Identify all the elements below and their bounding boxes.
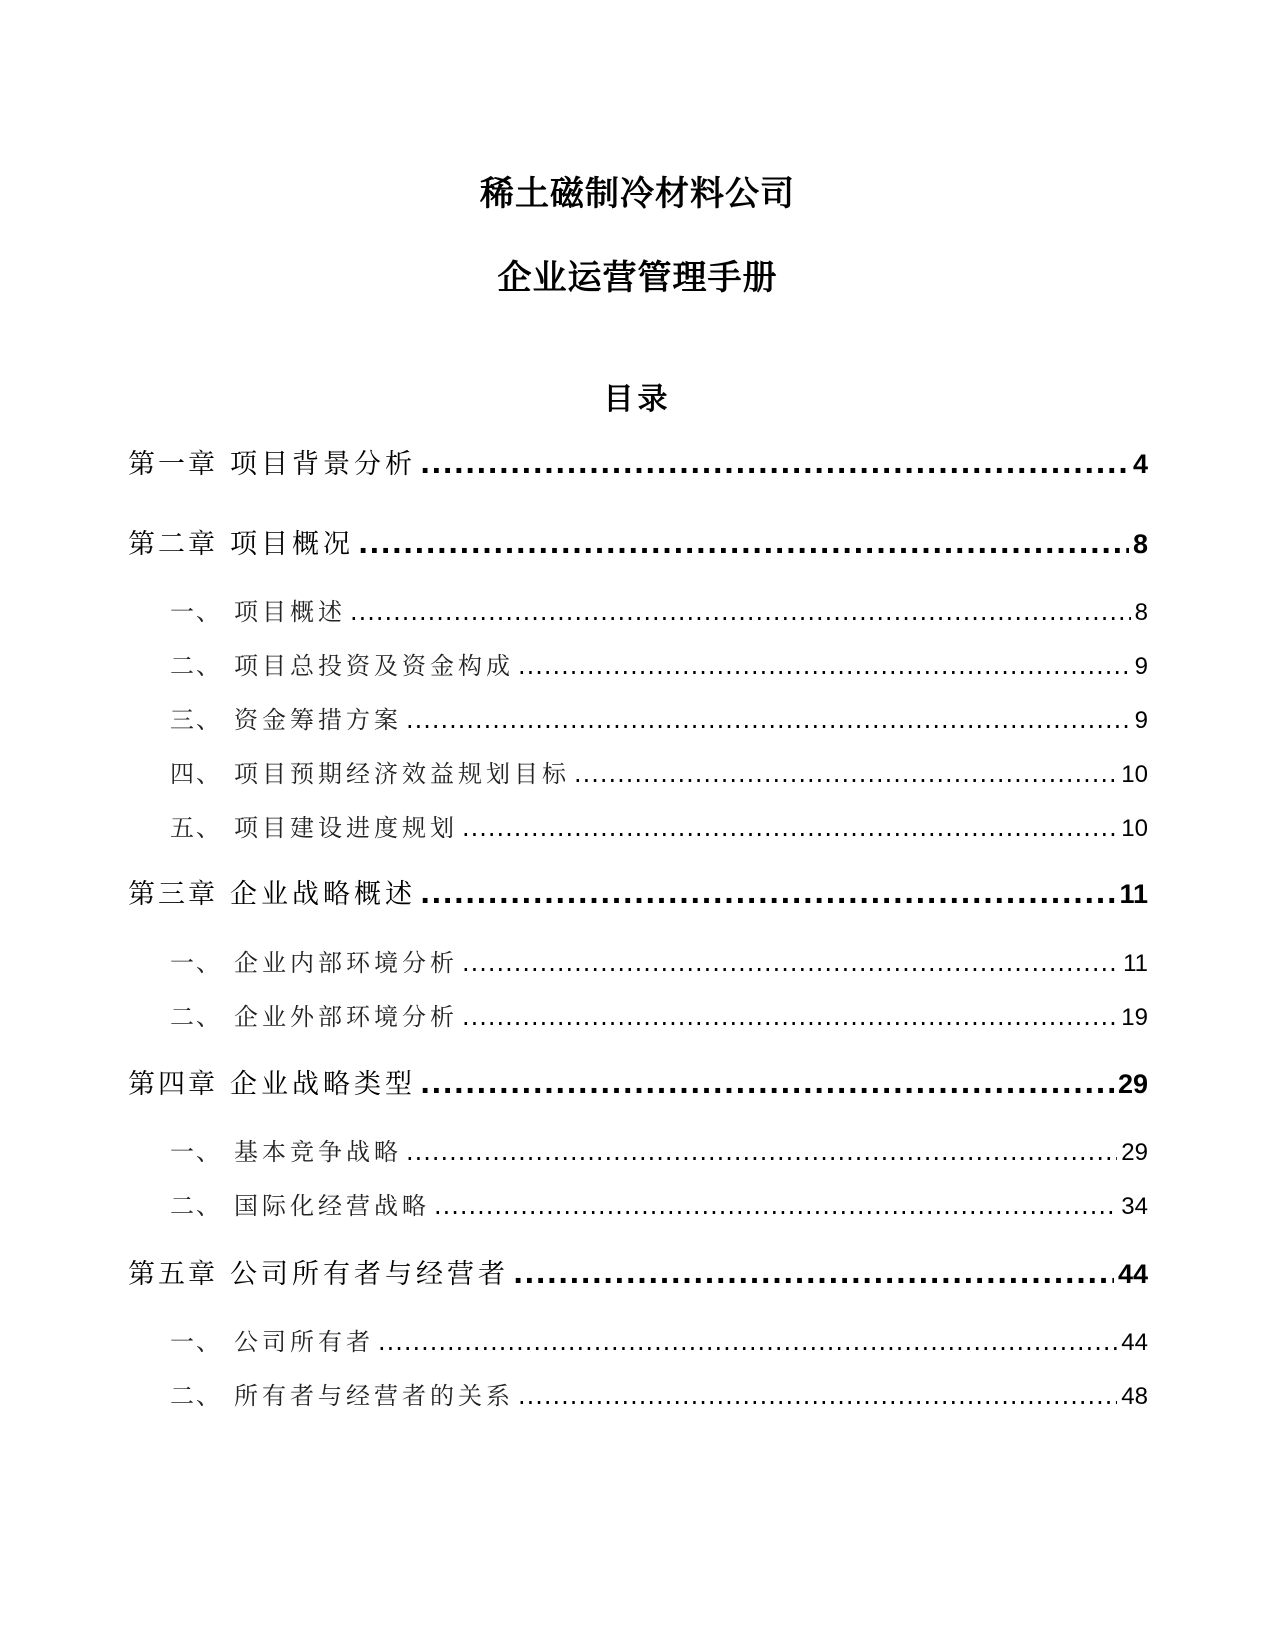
toc-dot-leader [420, 1069, 1114, 1100]
toc-entry-section[interactable] [170, 1132, 1148, 1166]
toc-entry-chapter-3[interactable] [128, 872, 1148, 910]
toc-entry-page: 11 [1123, 950, 1148, 977]
toc-dot-leader [420, 449, 1129, 480]
toc-entry-number: 第二章 [128, 529, 218, 560]
toc-dot-leader [350, 598, 1131, 626]
toc-entry-section[interactable] [170, 700, 1148, 734]
toc-dot-leader [513, 1259, 1114, 1290]
toc-dot-leader [518, 652, 1131, 680]
toc-entry-section[interactable] [170, 808, 1148, 842]
toc-entry-page: 8 [1134, 599, 1148, 626]
toc-entry-page: 10 [1121, 761, 1148, 788]
toc-entry-title: 项目背景分析 [230, 449, 416, 480]
toc-entry-title: 国际化经营战略 [234, 1192, 430, 1220]
toc-entry-page: 9 [1134, 707, 1148, 734]
toc-entry-section[interactable] [170, 1376, 1148, 1410]
toc-entry-page: 48 [1121, 1383, 1148, 1410]
toc-entry-page: 29 [1117, 1069, 1148, 1099]
toc-entry-number: 一、 [170, 1328, 222, 1356]
toc-entry-page: 44 [1121, 1329, 1148, 1356]
toc-entry-page: 19 [1121, 1004, 1148, 1031]
toc-dot-leader [518, 1382, 1117, 1410]
toc-entry-page: 4 [1132, 449, 1148, 479]
toc-entry-number: 一、 [170, 949, 222, 977]
toc-entry-title: 企业战略类型 [230, 1069, 416, 1100]
toc-entry-number: 二、 [170, 1192, 222, 1220]
toc-entry-title: 项目概况 [230, 529, 354, 560]
toc-entry-number: 第一章 [128, 449, 218, 480]
toc-entry-page: 11 [1119, 879, 1148, 909]
toc-entry-section[interactable] [170, 1186, 1148, 1220]
toc-entry-number: 四、 [170, 760, 222, 788]
toc-entry-section[interactable] [170, 592, 1148, 626]
toc-entry-title: 资金筹措方案 [234, 706, 402, 734]
toc-entry-title: 公司所有者 [234, 1328, 374, 1356]
toc-dot-leader [434, 1192, 1117, 1220]
toc-entry-section[interactable] [170, 1322, 1148, 1356]
toc-entry-title: 公司所有者与经营者 [230, 1259, 509, 1290]
toc-entry-number: 一、 [170, 598, 222, 626]
toc-dot-leader [406, 706, 1131, 734]
toc-entry-number: 三、 [170, 706, 222, 734]
toc-entry-page: 29 [1121, 1139, 1148, 1166]
toc-entry-chapter-1[interactable] [128, 442, 1148, 480]
toc-heading: 目录 [603, 382, 672, 417]
toc-entry-number: 第四章 [128, 1069, 218, 1100]
toc-entry-section[interactable] [170, 943, 1148, 977]
toc-entry-title: 项目建设进度规划 [234, 814, 458, 842]
toc-entry-page: 44 [1117, 1259, 1148, 1289]
toc-entry-number: 五、 [170, 814, 222, 842]
toc-entry-section[interactable] [170, 646, 1148, 680]
toc-entry-number: 二、 [170, 1382, 222, 1410]
toc-dot-leader [462, 1003, 1117, 1031]
toc-entry-number: 第三章 [128, 879, 218, 910]
toc-entry-number: 一、 [170, 1138, 222, 1166]
toc-entry-chapter-2[interactable] [128, 522, 1148, 560]
toc-entry-title: 企业内部环境分析 [234, 949, 458, 977]
toc-entry-section[interactable] [170, 997, 1148, 1031]
toc-entry-page: 8 [1132, 529, 1148, 559]
toc-entry-title: 项目预期经济效益规划目标 [234, 760, 570, 788]
toc-dot-leader [406, 1138, 1117, 1166]
toc-entry-title: 项目总投资及资金构成 [234, 652, 514, 680]
toc-dot-leader [420, 879, 1115, 910]
toc-dot-leader [574, 760, 1117, 788]
toc-entry-chapter-4[interactable] [128, 1062, 1148, 1100]
document-title-line2: 企业运营管理手册 [497, 258, 778, 298]
toc-dot-leader [358, 529, 1129, 560]
toc-dot-leader [378, 1328, 1117, 1356]
toc-entry-page: 9 [1134, 653, 1148, 680]
toc-dot-leader [462, 814, 1117, 842]
toc-entry-number: 二、 [170, 652, 222, 680]
toc-entry-section[interactable] [170, 754, 1148, 788]
toc-dot-leader [462, 949, 1119, 977]
toc-entry-title: 所有者与经营者的关系 [234, 1382, 514, 1410]
toc-entry-title: 企业战略概述 [230, 879, 416, 910]
document-title-line1: 稀土磁制冷材料公司 [480, 174, 795, 214]
toc-entry-page: 34 [1121, 1193, 1148, 1220]
toc-entry-number: 二、 [170, 1003, 222, 1031]
toc-entry-title: 企业外部环境分析 [234, 1003, 458, 1031]
toc-entry-title: 项目概述 [234, 598, 346, 626]
toc-entry-page: 10 [1121, 815, 1148, 842]
toc-entry-title: 基本竞争战略 [234, 1138, 402, 1166]
toc-entry-chapter-5[interactable] [128, 1252, 1148, 1290]
toc-entry-number: 第五章 [128, 1259, 218, 1290]
